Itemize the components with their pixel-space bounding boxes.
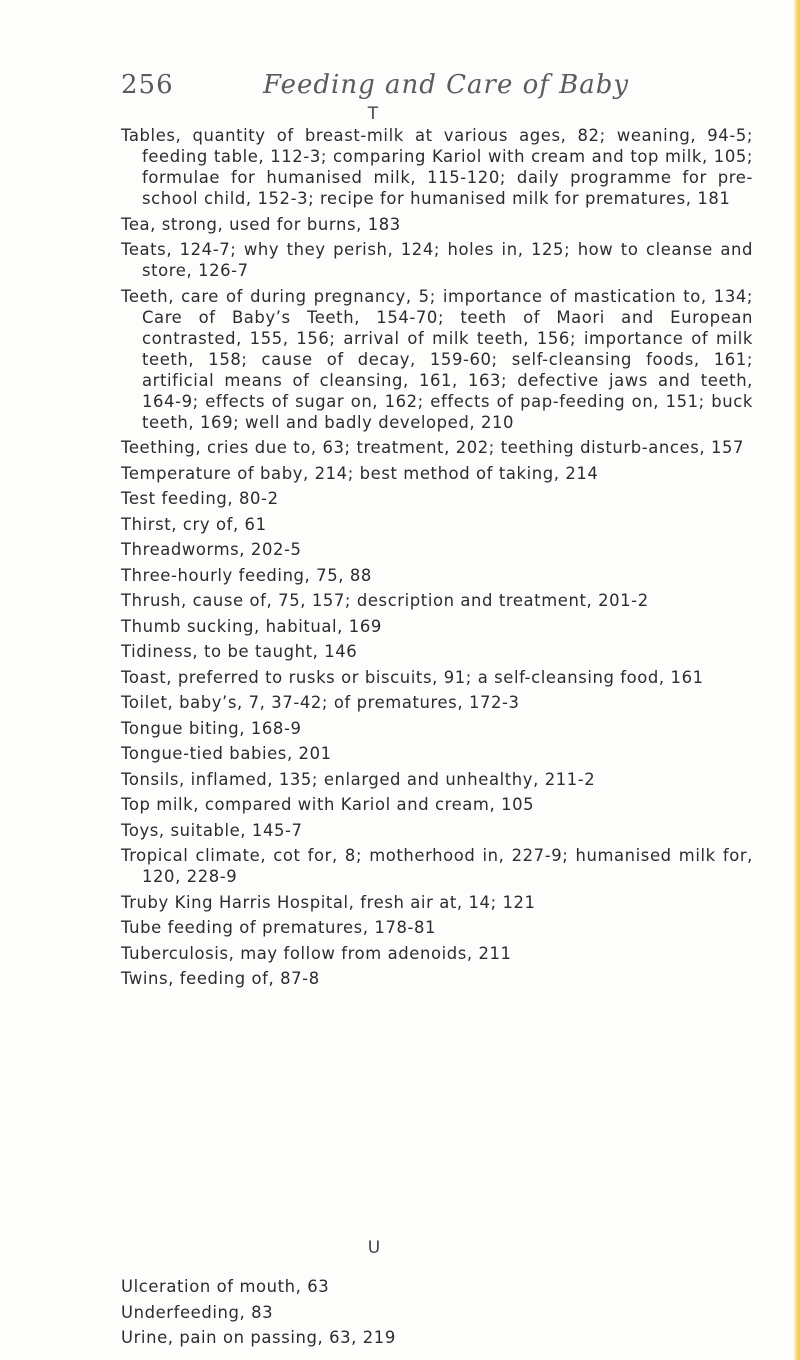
index-entry: Urine, pain on passing, 63, 219 [121, 1328, 396, 1347]
section-heading-t: T [367, 104, 379, 124]
index-entry: Temperature of baby, 214; best method of taking, 214 [121, 463, 599, 483]
index-entry: Underfeeding, 83 [121, 1302, 274, 1322]
index-entry: Top milk, compared with Kariol and cream, 105 [121, 795, 535, 814]
index-entry: Tongue-tied babies, 201 [121, 744, 332, 763]
index-entry: Tube feeding of prematures, 178-81 [121, 918, 437, 937]
index-entry: Test feeding, 80-2 [121, 489, 279, 508]
index-entry: Tongue biting, 168-9 [121, 718, 302, 738]
index-entry: Thirst, cry of, 61 [121, 514, 267, 534]
index-entry: Truby King Harris Hospital, fresh air at, 14; 121 [121, 892, 536, 912]
index-entry: Teeth, care of during pregnancy, 5; importance of mastication to, 134; Care of Baby’s Teeth, 154-70; teeth of Maori and European contrasted, 155, 156; arrival of milk teeth, 156; importance of milk teeth, 158; cause of decay, 159-60; self-cleansing foods, 161; artificial means of cleansing, 161, 163; defective jaws and teeth, 164-9; effects of sugar on, 162; effects of pap-feeding on, 151; buck teeth, 169; well and badly developed, 210 [121, 286, 753, 432]
index-entry: Thrush, cause of, 75, 157; description and treatment, 201-2 [121, 591, 649, 610]
index-entry: Threadworms, 202-5 [121, 540, 302, 559]
index-entry: Tropical climate, cot for, 8; motherhood in, 227-9; humanised milk for, 120, 228-9 [121, 846, 753, 886]
index-entry: Tea, strong, used for burns, 183 [121, 214, 401, 234]
index-entry: Toys, suitable, 145-7 [121, 820, 303, 840]
running-title: Feeding and Care of Baby [263, 70, 630, 100]
index-entry: Ulceration of mouth, 63 [121, 1277, 330, 1296]
section-heading-u: U [367, 1238, 381, 1258]
index-entry: Tidiness, to be taught, 146 [121, 642, 358, 661]
index-entry: Tables, quantity of breast-milk at various ages, 82; weaning, 94-5; feeding table, 112-3; comparing Kariol with cream and top milk, 105; formulae for humanised milk, 115-120; daily programme for pre-school child, 152-3; recipe for humanised milk for prematures, 181 [121, 126, 753, 208]
index-entry: Tonsils, inflamed, 135; enlarged and unhealthy, 211-2 [121, 769, 596, 789]
index-entry: Toast, preferred to rusks or biscuits, 91; a self-cleansing food, 161 [121, 667, 704, 687]
page-edge-shadow [793, 0, 800, 1360]
index-section-t [121, 125, 753, 994]
index-entry: Teething, cries due to, 63; treatment, 202; teething disturb-ances, 157 [121, 438, 745, 457]
page-number: 256 [121, 70, 174, 100]
index-entry: Tuberculosis, may follow from adenoids, 211 [121, 943, 512, 963]
index-entry: Toilet, baby’s, 7, 37-42; of prematures, 172-3 [121, 693, 520, 712]
index-entry: Twins, feeding of, 87-8 [121, 969, 320, 988]
index-entry: Three-hourly feeding, 75, 88 [121, 565, 372, 585]
index-entry: Teats, 124-7; why they perish, 124; holes in, 125; how to cleanse and store, 126-7 [121, 240, 753, 280]
index-section-u [121, 1276, 753, 1353]
index-entry: Thumb sucking, habitual, 169 [121, 616, 382, 636]
